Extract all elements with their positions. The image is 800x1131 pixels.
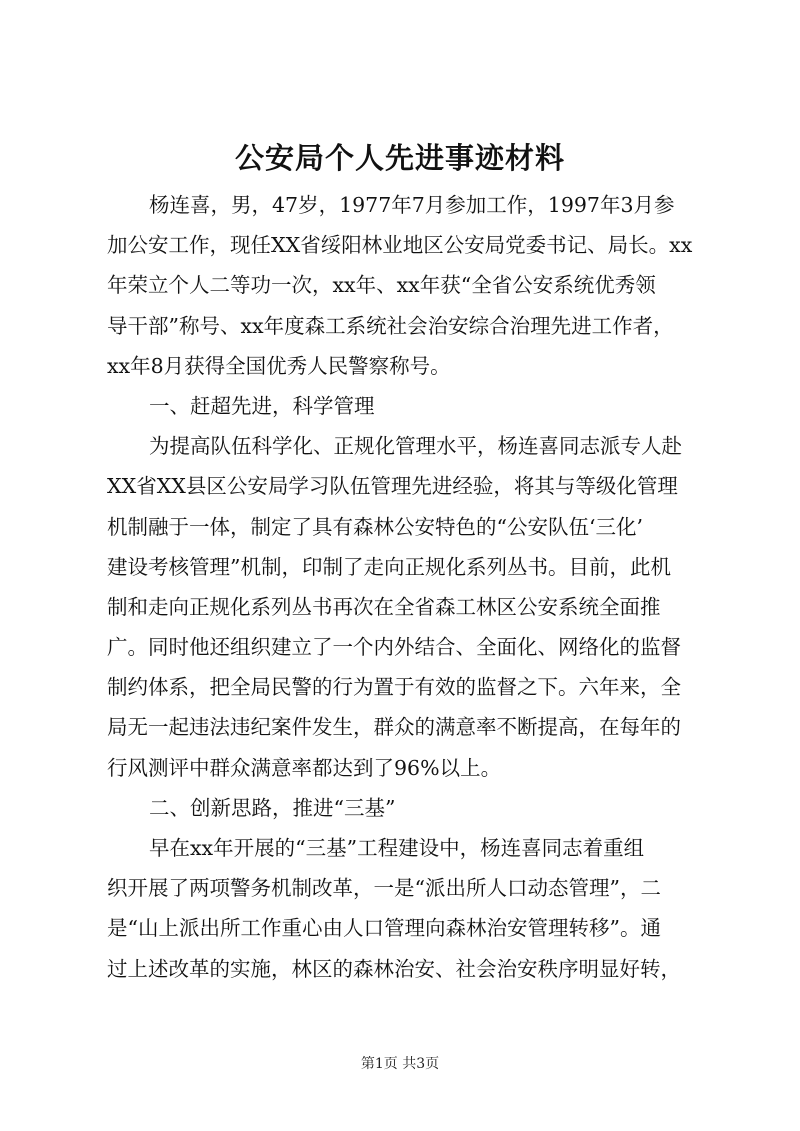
body-line: 导干部”称号、xx年度森工系统社会治安综合治理先进工作者， xyxy=(107,313,674,338)
body-line: 广。同时他还组织建立了一个内外结合、全面化、网络化的监督 xyxy=(107,635,681,660)
body-line: 局无一起违法违纪案件发生，群众的满意率不断提高，在每年的 xyxy=(107,715,681,740)
body-line: 建设考核管理”机制，印制了走向正规化系列丛书。目前，此机 xyxy=(107,554,671,579)
body-line: 加公安工作，现任XX省绥阳林业地区公安局党委书记、局长。xx xyxy=(107,233,693,258)
body-line: 行风测评中群众满意率都达到了96%以上。 xyxy=(107,755,502,780)
body-line: xx年8月获得全国优秀人民警察称号。 xyxy=(107,353,451,378)
body-line: 早在xx年开展的“三基”工程建设中，杨连喜同志着重组 xyxy=(149,836,645,860)
section-heading: 一、赶超先进，科学管理 xyxy=(149,393,375,418)
section-heading: 二、创新思路，推进“三基” xyxy=(149,795,396,820)
body-line: 织开展了两项警务机制改革，一是“派出所人口动态管理”，二 xyxy=(107,876,661,901)
body-line: 杨连喜，男，47岁，1977年7月参加工作，1997年3月参 xyxy=(149,193,675,217)
body-line: 是“山上派出所工作重心由人口管理向森林治安管理转移”。通 xyxy=(107,916,661,941)
body-line: 过上述改革的实施，林区的森林治安、社会治安秩序明显好转， xyxy=(107,956,681,981)
body-line: 制约体系，把全局民警的行为置于有效的监督之下。六年来，全 xyxy=(107,675,681,700)
body-line: 年荣立个人二等功一次，xx年、xx年获“全省公安系统优秀领 xyxy=(107,273,656,298)
body-line: 制和走向正规化系列丛书再次在全省森工林区公安系统全面推 xyxy=(107,594,661,619)
document-title: 公安局个人先进事迹材料 xyxy=(234,141,565,175)
body-line: XX省XX县区公安局学习队伍管理先进经验，将其与等级化管理 xyxy=(107,474,678,499)
body-line: 为提高队伍科学化、正规化管理水平，杨连喜同志派专人赴 xyxy=(149,434,682,459)
page-footer: 第1页 共3页 xyxy=(360,1056,440,1072)
document-body xyxy=(107,185,697,989)
body-line: 机制融于一体，制定了具有森林公安特色的“公安队伍‘三化’ xyxy=(107,514,644,539)
